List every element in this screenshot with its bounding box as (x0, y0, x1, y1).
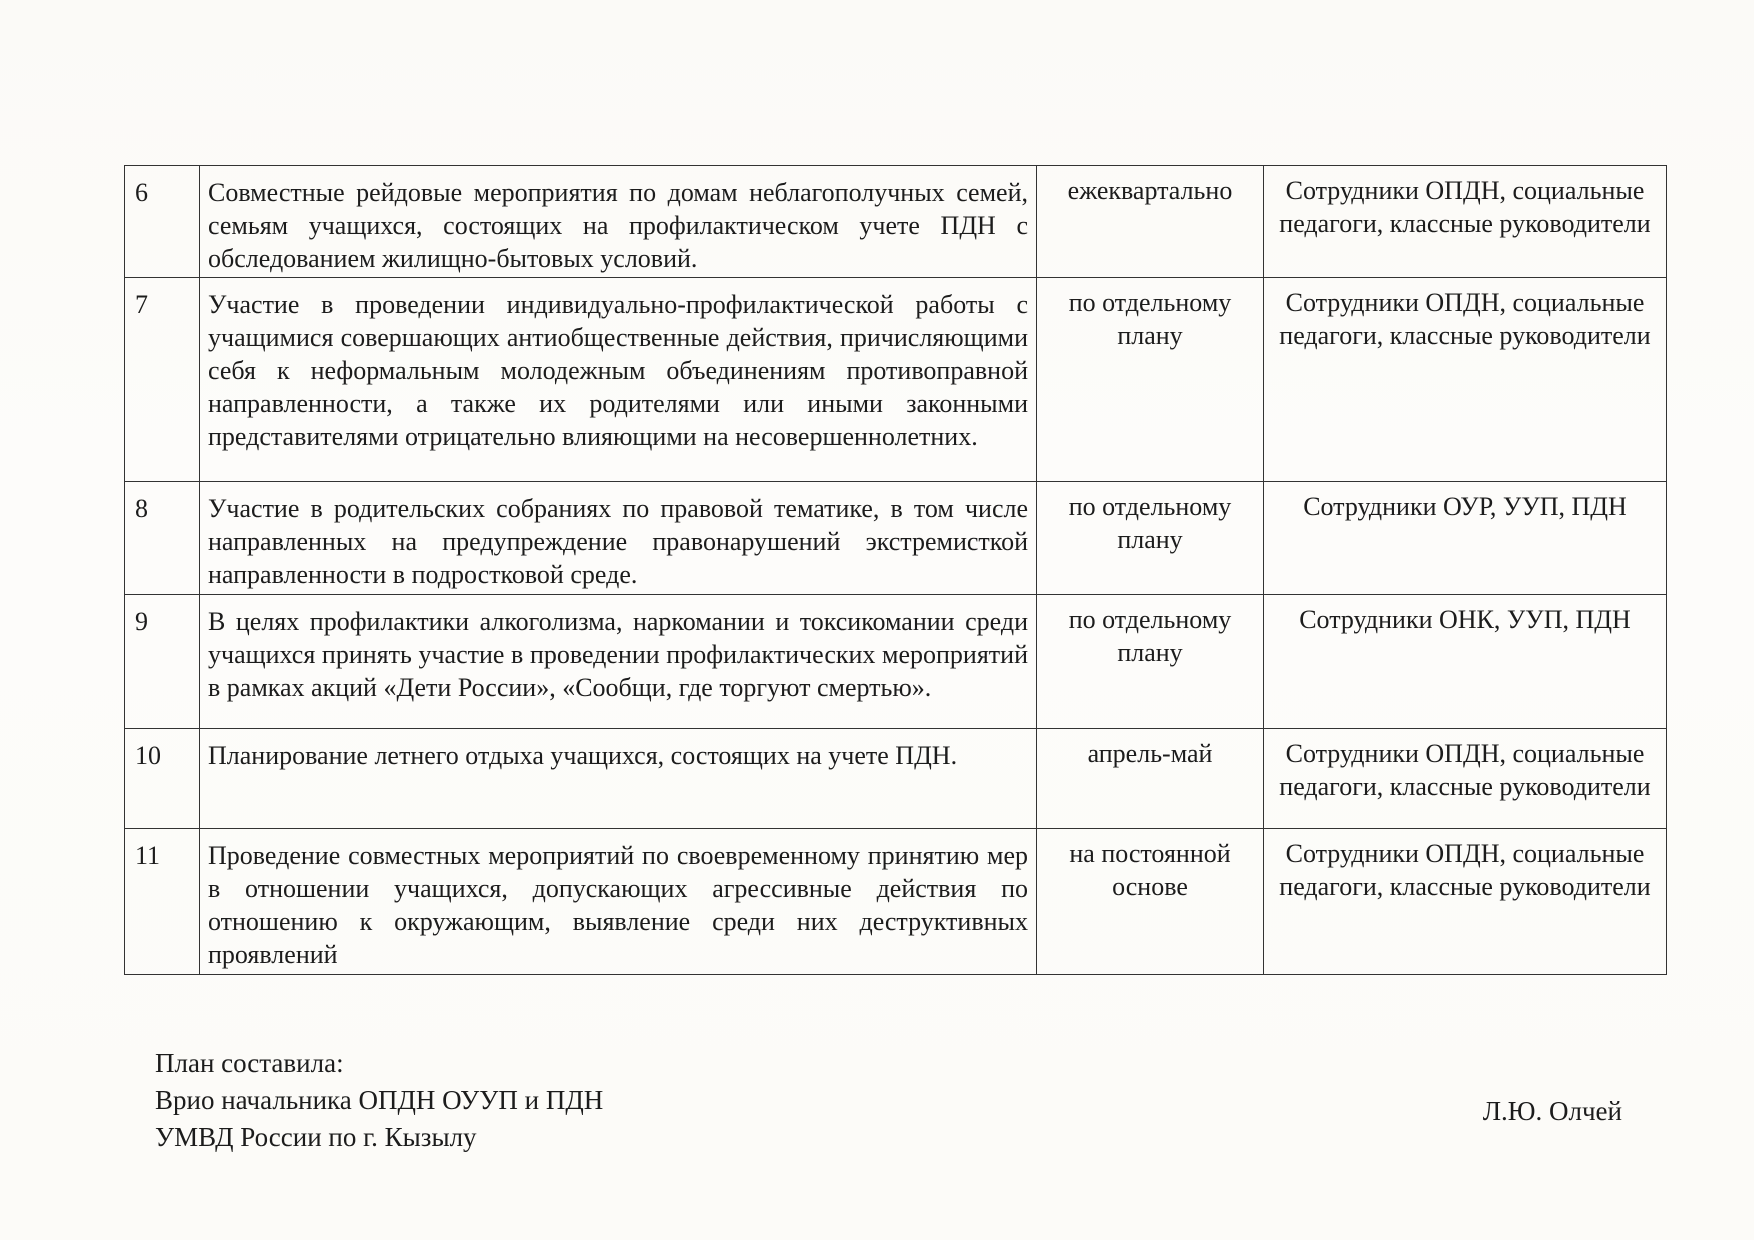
signer-organization: УМВД России по г. Кызылу (155, 1122, 477, 1152)
responsible-cell: Сотрудники ОНК, УУП, ПДН (1264, 594, 1667, 728)
task-cell: Участие в проведении индивидуально-профилактической работы с учащимися совершающих антиобщественные действия, причисляющими себя к неформальным молодежным объединениям противоправной направленности, а также их родителями или иными законными представителями отрицательно влияющими на несовершеннолетних. (200, 278, 1037, 482)
table-row (125, 594, 1667, 728)
plan-table (124, 165, 1667, 975)
table-row (125, 482, 1667, 594)
term-cell: по отдельному плану (1037, 482, 1264, 594)
table-row (125, 729, 1667, 829)
responsible-cell: Сотрудники ОПДН, социальные педагоги, классные руководители (1264, 278, 1667, 482)
term-cell: апрель-май (1037, 729, 1264, 829)
table-row (125, 829, 1667, 975)
term-cell: по отдельному плану (1037, 278, 1264, 482)
responsible-cell: Сотрудники ОПДН, социальные педагоги, классные руководители (1264, 829, 1667, 975)
signer-position: Врио начальника ОПДН ОУУП и ПДН (155, 1085, 604, 1115)
row-number: 7 (125, 278, 200, 482)
term-cell: на постоянной основе (1037, 829, 1264, 975)
task-cell: Планирование летнего отдыха учащихся, состоящих на учете ПДН. (200, 729, 1037, 829)
row-number: 8 (125, 482, 200, 594)
task-cell: В целях профилактики алкоголизма, наркомании и токсикомании среди учащихся принять участие в проведении профилактических мероприятий в рамках акций «Дети России», «Сообщи, где торгуют смертью». (200, 594, 1037, 728)
task-cell: Проведение совместных мероприятий по своевременному принятию мер в отношении учащихся, допускающих агрессивные действия по отношению к окружающим, выявление среди них деструктивных проявлений (200, 829, 1037, 975)
signature-block (155, 1045, 603, 1156)
responsible-cell: Сотрудники ОПДН, социальные педагоги, классные руководители (1264, 166, 1667, 278)
row-number: 10 (125, 729, 200, 829)
table-row (125, 278, 1667, 482)
term-cell: ежеквартально (1037, 166, 1264, 278)
task-cell: Совместные рейдовые мероприятия по домам неблагополучных семей, семьям учащихся, состоящих на профилактическом учете ПДН с обследованием жилищно-бытовых условий. (200, 166, 1037, 278)
row-number: 6 (125, 166, 200, 278)
responsible-cell: Сотрудники ОПДН, социальные педагоги, классные руководители (1264, 729, 1667, 829)
task-cell: Участие в родительских собраниях по правовой тематике, в том числе направленных на предупреждение правонарушений экстремисткой направленности в подростковой среде. (200, 482, 1037, 594)
term-cell: по отдельному плану (1037, 594, 1264, 728)
row-number: 9 (125, 594, 200, 728)
signature-line: План составила: (155, 1048, 344, 1078)
row-number: 11 (125, 829, 200, 975)
signer-name: Л.Ю. Олчей (1482, 1096, 1622, 1126)
responsible-cell: Сотрудники ОУР, УУП, ПДН (1264, 482, 1667, 594)
table-row (125, 166, 1667, 278)
